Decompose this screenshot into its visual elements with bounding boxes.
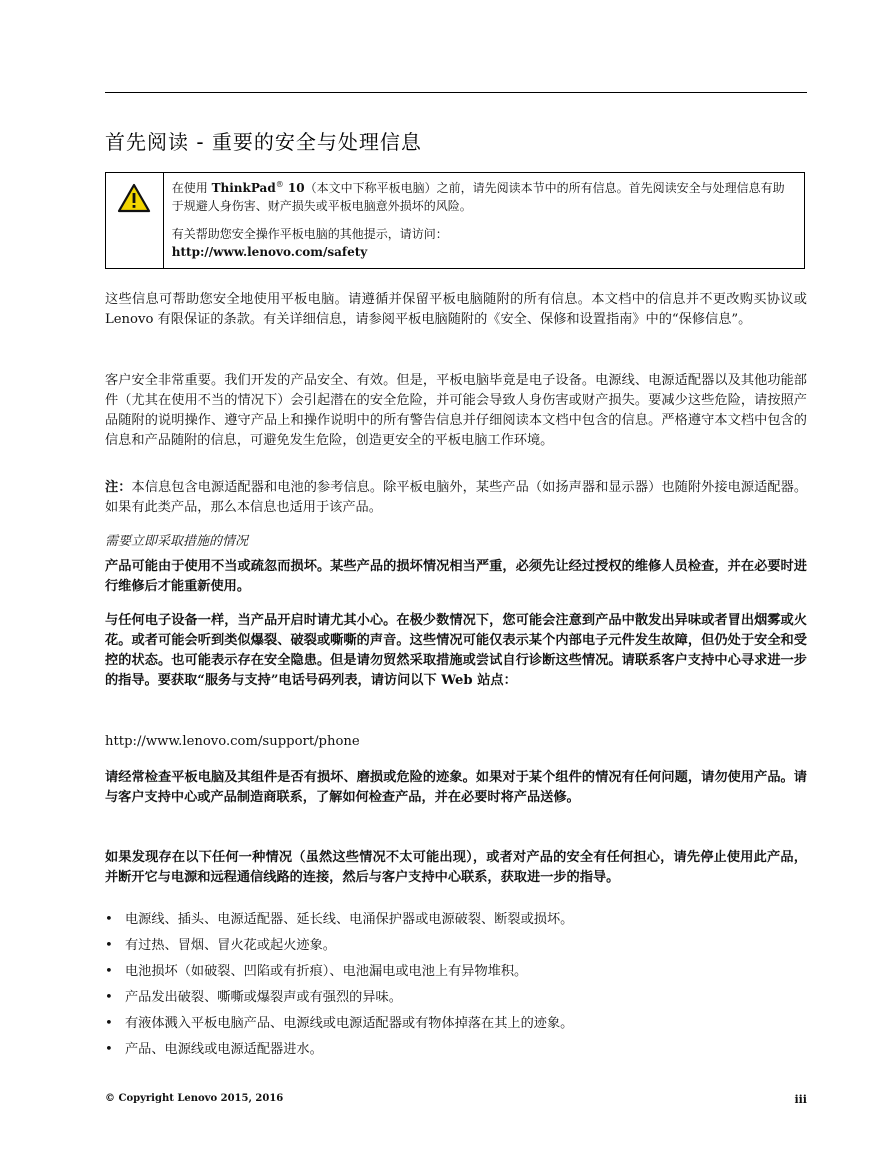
list-item: • 产品、电源线或电源适配器进水。 <box>105 1037 573 1063</box>
notice-help: 有关帮助您安全操作平板电脑的其他提示，请访问： http://www.lenovo.com/safety <box>171 227 448 259</box>
customer-safety-paragraph: 客户安全非常重要。我们开发的产品安全、有效。但是，平板电脑毕竟是电子设备。电源线、电源适配器以及其他功能部件（尤其在使用不当的情况下）会引起潜在的安全危险，并可能会导致人身伤害或财产损失。要减少这些危险，请按照产品随附的说明操作、遵守产品上和操作说明中的所有警告信息并仔细阅读本文档中包含的信息。严格遵守本文档中包含的信息和产品随附的信息，可避免发生危险，创造更安全的平板电脑工作环境。 <box>105 373 807 448</box>
intro-paragraph: 这些信息可帮助您安全地使用平板电脑。请遵循并保留平板电脑随附的所有信息。本文档中的信息并不更改购买协议或 Lenovo 有限保证的条款。有关详细信息，请参阅平板电脑随附的《安全、保修和设置指南》中的“保修信息”。 <box>105 292 807 327</box>
note-text: 本信息包含电源适配器和电池的参考信息。除平板电脑外，某些产品（如扬声器和显示器）也随附外接电源适配器。如果有此类产品，那么本信息也适用于该产品。 <box>105 480 808 515</box>
list-item: • 有液体溅入平板电脑产品、电源线或电源适配器或有物体掉落在其上的迹象。 <box>105 1011 573 1037</box>
page <box>105 0 807 1155</box>
safety-link[interactable]: http://www.lenovo.com/safety <box>171 245 368 259</box>
hazard-list <box>105 907 573 1063</box>
warning-triangle-icon <box>117 183 151 213</box>
notice-icon-cell <box>106 173 164 268</box>
page-title: 首先阅读 - 重要的安全与处理信息 <box>105 130 422 154</box>
list-item: • 产品发出破裂、嘶嘶或爆裂声或有强烈的异味。 <box>105 985 573 1011</box>
safety-notice-box <box>105 172 805 269</box>
electronic-device-paragraph: 与任何电子设备一样，当产品开启时请尤其小心。在极少数情况下，您可能会注意到产品中散发出异味或者冒出烟雾或火花。或者可能会听到类似爆裂、破裂或嘶嘶的声音。这些情况可能仅表示某个内部电子元件发生故障，但仍处于安全和受控的状态。也可能表示存在安全隐患。但是请勿贸然采取措施或尝试自行诊断这些情况。请联系客户支持中心寻求进一步的指导。要获取“服务与支持”电话号码列表，请访问以下 Web 站点： <box>105 613 807 688</box>
notice-intro: 在使用 ThinkPad® 10（本文中下称平板电脑）之前，请先阅读本节中的所有信息。首先阅读安全与处理信息有助于规避人身伤害、财产损失或平板电脑意外损坏的风险。 <box>171 180 785 213</box>
model-number: 10 <box>283 181 305 195</box>
support-phone-link[interactable]: http://www.lenovo.com/support/phone <box>105 734 360 749</box>
note-paragraph <box>105 478 807 518</box>
brand-name: ThinkPad <box>211 181 276 195</box>
inspection-paragraph: 请经常检查平板电脑及其组件是否有损坏、磨损或危险的迹象。如果对于某个组件的情况有任何问题，请勿使用产品。请与客户支持中心或产品制造商联系，了解如何检查产品，并在必要时将产品送修。 <box>105 770 807 805</box>
note-label: 注： <box>105 480 132 495</box>
support-link-line <box>105 732 807 752</box>
section-heading: 需要立即采取措施的情况 <box>105 534 249 549</box>
list-item: • 有过热、冒烟、冒火花或起火迹象。 <box>105 933 573 959</box>
footer-page-number: iii <box>794 1093 807 1106</box>
footer-copyright: © Copyright Lenovo 2015, 2016 <box>105 1093 284 1104</box>
list-item: • 电池损坏（如破裂、凹陷或有折痕）、电池漏电或电池上有异物堆积。 <box>105 959 573 985</box>
notice-text <box>164 173 804 268</box>
damage-warning-paragraph: 产品可能由于使用不当或疏忽而损坏。某些产品的损坏情况相当严重，必须先让经过授权的维修人员检查，并在必要时进行维修后才能重新使用。 <box>105 559 807 594</box>
list-item: • 电源线、插头、电源适配器、延长线、电涌保护器或电源破裂、断裂或损坏。 <box>105 907 573 933</box>
registered-mark: ® <box>275 180 284 189</box>
top-rule <box>105 92 807 93</box>
stop-use-paragraph: 如果发现存在以下任何一种情况（虽然这些情况不太可能出现），或者对产品的安全有任何担心，请先停止使用此产品，并断开它与电源和远程通信线路的连接，然后与客户支持中心联系，获取进一步的指导。 <box>105 850 807 885</box>
